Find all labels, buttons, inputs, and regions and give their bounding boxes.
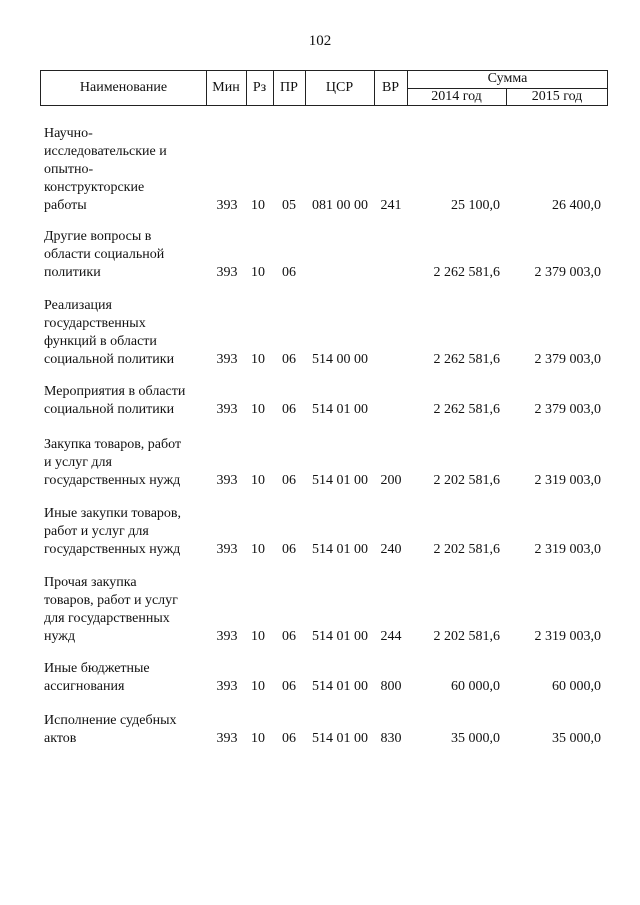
header-name: Наименование [79, 80, 168, 95]
header-min: Мин [212, 80, 240, 95]
cell-pr: 06 [282, 679, 296, 694]
row-name-line: товаров, работ и услуг [44, 593, 178, 608]
header-year-2014: 2014 год [431, 89, 482, 104]
cell-sum-2014: 35 000,0 [451, 731, 500, 746]
cell-min: 393 [216, 265, 238, 280]
cell-sum-2015: 2 379 003,0 [534, 265, 601, 280]
cell-pr: 06 [282, 265, 296, 280]
cell-csr: 514 01 00 [312, 542, 368, 557]
cell-sum-2014: 2 262 581,6 [433, 265, 500, 280]
row-name [44, 712, 204, 748]
row-name-line: Реализация [44, 298, 112, 313]
cell-rz: 10 [251, 679, 265, 694]
cell-rz: 10 [251, 265, 265, 280]
table-header [40, 70, 608, 106]
cell-vr: 830 [380, 731, 402, 746]
row-name-line: Прочая закупка [44, 575, 137, 590]
row-name-line: социальной политики [44, 402, 175, 417]
cell-rz: 10 [251, 542, 265, 557]
cell-sum-2014: 25 100,0 [451, 198, 500, 213]
cell-vr: 240 [380, 542, 402, 557]
cell-pr: 06 [282, 402, 296, 417]
header-vr: ВР [381, 80, 400, 95]
row-name [44, 436, 204, 490]
row-name [44, 125, 204, 215]
row-name-line: государственных нужд [44, 473, 181, 488]
cell-min: 393 [216, 679, 238, 694]
page-number: 102 [308, 33, 332, 49]
row-name-line: актов [44, 731, 77, 746]
row-name [44, 228, 204, 282]
cell-sum-2015: 2 319 003,0 [534, 629, 601, 644]
cell-sum-2015: 2 379 003,0 [534, 402, 601, 417]
row-name-line: конструкторские [44, 180, 145, 195]
cell-sum-2015: 2 319 003,0 [534, 473, 601, 488]
cell-pr: 06 [282, 473, 296, 488]
cell-min: 393 [216, 352, 238, 367]
row-name-line: Иные закупки товаров, [44, 506, 182, 521]
row-name-line: опытно- [44, 162, 94, 177]
row-name-line: нужд [44, 629, 76, 644]
row-name-line: Закупка товаров, работ [44, 437, 182, 452]
cell-sum-2015: 26 400,0 [552, 198, 601, 213]
cell-min: 393 [216, 731, 238, 746]
row-name-line: и услуг для [44, 455, 112, 470]
cell-min: 393 [216, 629, 238, 644]
row-name-line: Научно- [44, 126, 93, 141]
cell-pr: 06 [282, 629, 296, 644]
row-name [44, 505, 204, 559]
cell-rz: 10 [251, 629, 265, 644]
row-name-line: Иные бюджетные [44, 661, 150, 676]
cell-min: 393 [216, 198, 238, 213]
cell-vr: 200 [380, 473, 402, 488]
header-csr: ЦСР [325, 80, 354, 95]
row-name [44, 383, 204, 419]
row-name-line: исследовательские и [44, 144, 167, 159]
row-name-line: ассигнования [44, 679, 125, 694]
cell-vr: 241 [380, 198, 402, 213]
cell-sum-2014: 2 202 581,6 [433, 629, 500, 644]
cell-csr: 514 01 00 [312, 679, 368, 694]
cell-sum-2014: 2 262 581,6 [433, 402, 500, 417]
cell-csr: 081 00 00 [312, 198, 368, 213]
cell-vr: 244 [380, 629, 402, 644]
cell-sum-2014: 2 202 581,6 [433, 542, 500, 557]
cell-sum-2014: 2 262 581,6 [433, 352, 500, 367]
cell-rz: 10 [251, 473, 265, 488]
cell-pr: 06 [282, 352, 296, 367]
row-name-line: области социальной [44, 247, 165, 262]
row-name-line: Исполнение судебных [44, 713, 177, 728]
row-name-line: работы [44, 198, 87, 213]
cell-sum-2014: 60 000,0 [451, 679, 500, 694]
row-name [44, 660, 204, 696]
cell-rz: 10 [251, 402, 265, 417]
cell-min: 393 [216, 473, 238, 488]
row-name-line: политики [44, 265, 101, 280]
row-name-line: государственных [44, 316, 146, 331]
cell-rz: 10 [251, 352, 265, 367]
row-name-line: государственных нужд [44, 542, 181, 557]
row-name [44, 297, 204, 369]
cell-sum-2014: 2 202 581,6 [433, 473, 500, 488]
cell-pr: 05 [282, 198, 296, 213]
row-name-line: Другие вопросы в [44, 229, 152, 244]
cell-pr: 06 [282, 731, 296, 746]
cell-sum-2015: 2 379 003,0 [534, 352, 601, 367]
cell-csr: 514 01 00 [312, 402, 368, 417]
cell-rz: 10 [251, 198, 265, 213]
cell-sum-2015: 35 000,0 [552, 731, 601, 746]
cell-min: 393 [216, 402, 238, 417]
cell-vr: 800 [380, 679, 402, 694]
row-name-line: социальной политики [44, 352, 175, 367]
header-year-2015: 2015 год [531, 89, 583, 104]
header-rz: Рз [252, 80, 267, 95]
header-sum: Сумма [487, 71, 528, 86]
cell-pr: 06 [282, 542, 296, 557]
cell-sum-2015: 60 000,0 [552, 679, 601, 694]
cell-csr: 514 00 00 [312, 352, 368, 367]
cell-sum-2015: 2 319 003,0 [534, 542, 601, 557]
row-name-line: для государственных [44, 611, 170, 626]
cell-csr: 514 01 00 [312, 473, 368, 488]
row-name-line: Мероприятия в области [44, 384, 186, 399]
cell-min: 393 [216, 542, 238, 557]
row-name-line: работ и услуг для [44, 524, 149, 539]
header-pr: ПР [280, 80, 298, 95]
cell-rz: 10 [251, 731, 265, 746]
cell-csr: 514 01 00 [312, 629, 368, 644]
cell-csr: 514 01 00 [312, 731, 368, 746]
row-name-line: функций в области [44, 334, 157, 349]
row-name [44, 574, 204, 646]
